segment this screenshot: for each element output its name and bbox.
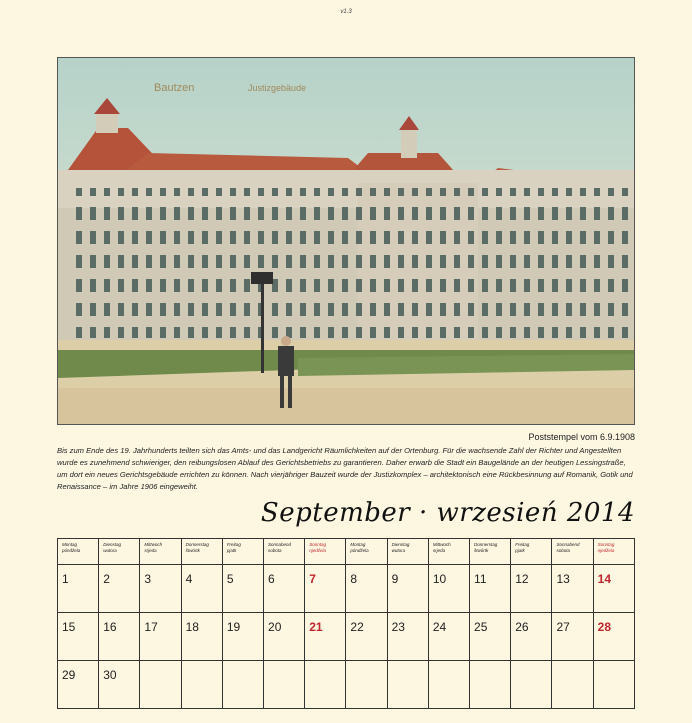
postcard-city-label: Bautzen (154, 82, 195, 94)
calendar-day-cell: 25 (470, 613, 511, 661)
calendar-day-cell: 13 (552, 565, 593, 613)
calendar-day-cell: 26 (511, 613, 552, 661)
calendar-day-cell (140, 661, 181, 709)
calendar-day-cell (387, 661, 428, 709)
weekday-header: Montag póndźela (346, 539, 387, 565)
calendar-day-cell: 16 (99, 613, 140, 661)
weekday-header: Montag póndźela (58, 539, 99, 565)
calendar-day-cell: 11 (470, 565, 511, 613)
calendar-day-cell: 5 (222, 565, 263, 613)
calendar-day-cell: 1 (58, 565, 99, 613)
calendar-day-cell (428, 661, 469, 709)
calendar-day-cell (593, 661, 634, 709)
calendar-day-cell: 4 (181, 565, 222, 613)
calendar-day-cell (222, 661, 263, 709)
page-number: v1.3 (340, 9, 352, 15)
calendar-day-cell: 14 (593, 565, 634, 613)
calendar-day-cell: 7 (305, 565, 346, 613)
calendar-day-cell: 3 (140, 565, 181, 613)
weekday-header: Sonnabend sobota (264, 539, 305, 565)
calendar-grid (57, 538, 635, 709)
weekday-header: Freitag pjatk (511, 539, 552, 565)
calendar-week-row (58, 565, 635, 613)
weekday-header-row (58, 539, 635, 565)
weekday-header: Dienstag wutora (99, 539, 140, 565)
calendar-day-cell: 22 (346, 613, 387, 661)
calendar-day-cell: 20 (264, 613, 305, 661)
calendar-day-cell: 28 (593, 613, 634, 661)
weekday-header: Freitag pjatk (222, 539, 263, 565)
calendar-day-cell: 27 (552, 613, 593, 661)
calendar-day-cell: 2 (99, 565, 140, 613)
weekday-header: Sonntag njedźela (305, 539, 346, 565)
calendar-day-cell (511, 661, 552, 709)
calendar-day-cell: 29 (58, 661, 99, 709)
calendar-day-cell: 21 (305, 613, 346, 661)
calendar-day-cell (346, 661, 387, 709)
calendar-day-cell: 17 (140, 613, 181, 661)
postcard-image (57, 57, 635, 425)
history-description: Bis zum Ende des 19. Jahrhunderts teilten sich das Amts- und das Landgericht Räumlichkeiten auf der Ortenburg. Für die wachsende Zahl der Richter und Angestellten wurde es zunehmend schwieriger, den reibungslosen Ablauf des Gerichtsbetriebs zu garantieren. Daher erwarb die Stadt ein Baugelände an der heutigen Lessingstraße, um dort ein neues Gerichtsgebäude errichten zu können. Nach vierjähriger Bauzeit wurde der Justizkomplex – architektonisch eine Rückbesinnung auf Romanik, Gotik und Renaissance – im Jahre 1906 eingeweiht. (57, 446, 633, 491)
calendar-day-cell (552, 661, 593, 709)
weekday-header: Sonntag njedźela (593, 539, 634, 565)
calendar-day-cell: 23 (387, 613, 428, 661)
calendar-day-cell: 24 (428, 613, 469, 661)
weekday-header: Mittwoch srjeda (428, 539, 469, 565)
weekday-header: Sonnabend sobota (552, 539, 593, 565)
weekday-header: Dienstag wutora (387, 539, 428, 565)
calendar-day-cell: 10 (428, 565, 469, 613)
calendar-day-cell: 15 (58, 613, 99, 661)
calendar-day-cell: 6 (264, 565, 305, 613)
calendar-day-cell (181, 661, 222, 709)
calendar-day-cell (305, 661, 346, 709)
weekday-header: Donnerstag štwórtk (470, 539, 511, 565)
calendar-day-cell: 8 (346, 565, 387, 613)
weekday-header: Donnerstag štwórtk (181, 539, 222, 565)
postcard-building-label: Justizgebäude (248, 83, 307, 93)
calendar-day-cell (470, 661, 511, 709)
weekday-header: Mittwoch srjeda (140, 539, 181, 565)
month-title: September · wrzesień 2014 (260, 498, 635, 528)
calendar-day-cell (264, 661, 305, 709)
calendar-week-row (58, 613, 635, 661)
calendar-day-cell: 12 (511, 565, 552, 613)
calendar-day-cell: 9 (387, 565, 428, 613)
postcard-caption: Poststempel vom 6.9.1908 (528, 432, 635, 442)
calendar-day-cell: 30 (99, 661, 140, 709)
calendar-week-row (58, 661, 635, 709)
calendar-day-cell: 18 (181, 613, 222, 661)
calendar-day-cell: 19 (222, 613, 263, 661)
